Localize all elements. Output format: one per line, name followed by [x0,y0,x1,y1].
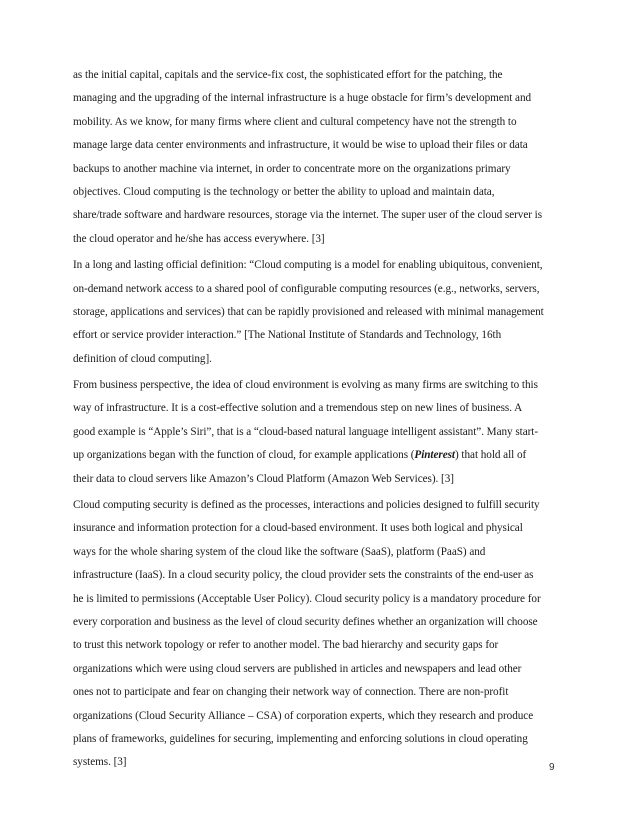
text-line: mobility. As we know, for many firms where client and cultural competency have not the strength to [73,115,517,128]
paragraph-1 [73,64,567,251]
page-number: 9 [549,762,555,773]
text-line: their data to cloud servers like Amazon’s Cloud Platform (Amazon Web Services). [3] [73,472,454,485]
text-line: as the initial capital, capitals and the service-fix cost, the sophisticated effort for the patching, the [73,69,503,81]
text-line [73,444,567,467]
text-line: way of infrastructure. It is a cost-effective solution and a tremendous step on new lines of business. A [73,402,523,415]
text-line: share/trade software and hardware resources, storage via the internet. The super user of the cloud server is [73,209,543,222]
text-line: managing and the upgrading of the internal infrastructure is a huge obstacle for firm’s development and [73,92,532,105]
text-line: effort or service provider interaction.” [The National Institute of Standards and Technology, 16th [73,329,502,342]
text-line: he is limited to permissions (Acceptable User Policy). Cloud security policy is a mandatory procedure for [73,592,541,605]
text-line: good example is “Apple’s Siri”, that is a “cloud-based natural language intelligent assistant”. Many start- [73,425,539,438]
text-line: to trust this network topology or refer to another model. The bad hierarchy and security gaps for [73,639,499,652]
text-run: ) that hold all of [455,449,527,462]
text-line: objectives. Cloud computing is the technology or better the ability to upload and maintain data, [73,185,495,198]
text-line: In a long and lasting official definition: “Cloud computing is a model for enabling ubiquitous, convenient, [73,259,543,272]
text-run: up organizations began with the function of cloud, for example applications ( [73,449,415,462]
paragraph-4 [73,494,567,775]
text-line: on-demand network access to a shared pool of configurable computing resources (e.g., networks, servers, [73,282,540,295]
paragraph-3 [73,374,567,491]
text-line: plans of frameworks, guidelines for securing, implementing and enforcing solutions in cloud operating [73,732,528,745]
text-line: ways for the whole sharing system of the cloud like the software (SaaS), platform (PaaS) and [73,545,486,558]
text-line: insurance and information protection for a cloud-based environment. It uses both logical and physical [73,522,523,535]
paragraph-2 [73,254,567,371]
text-line: manage large data center environments and infrastructure, it would be wise to upload their files or data [73,139,528,152]
emphasis-pinterest: Pinterest [414,449,455,462]
text-line: definition of cloud computing]. [73,352,212,365]
text-line: systems. [3] [73,756,127,769]
text-line: backups to another machine via internet, in order to concentrate more on the organizations primary [73,162,511,175]
text-line: organizations which were using cloud servers are published in articles and newspapers and lead other [73,662,522,675]
text-line: every corporation and business as the level of cloud security defines whether an organization will choose [73,615,538,628]
text-line: From business perspective, the idea of cloud environment is evolving as many firms are switching to this [73,379,538,392]
text-line: Cloud computing security is defined as the processes, interactions and policies designed to fulfill security [73,499,540,512]
body-text [73,64,567,775]
text-line: ones not to participate and fear on changing their network way of connection. There are non-profit [73,686,509,699]
text-line: infrastructure (IaaS). In a cloud security policy, the cloud provider sets the constraints of the end-user as [73,569,534,582]
text-line: organizations (Cloud Security Alliance – CSA) of corporation experts, which they research and produce [73,709,534,722]
text-line: the cloud operator and he/she has access everywhere. [3] [73,232,325,245]
text-line: storage, applications and services) that can be rapidly provisioned and released with minimal management [73,305,544,318]
